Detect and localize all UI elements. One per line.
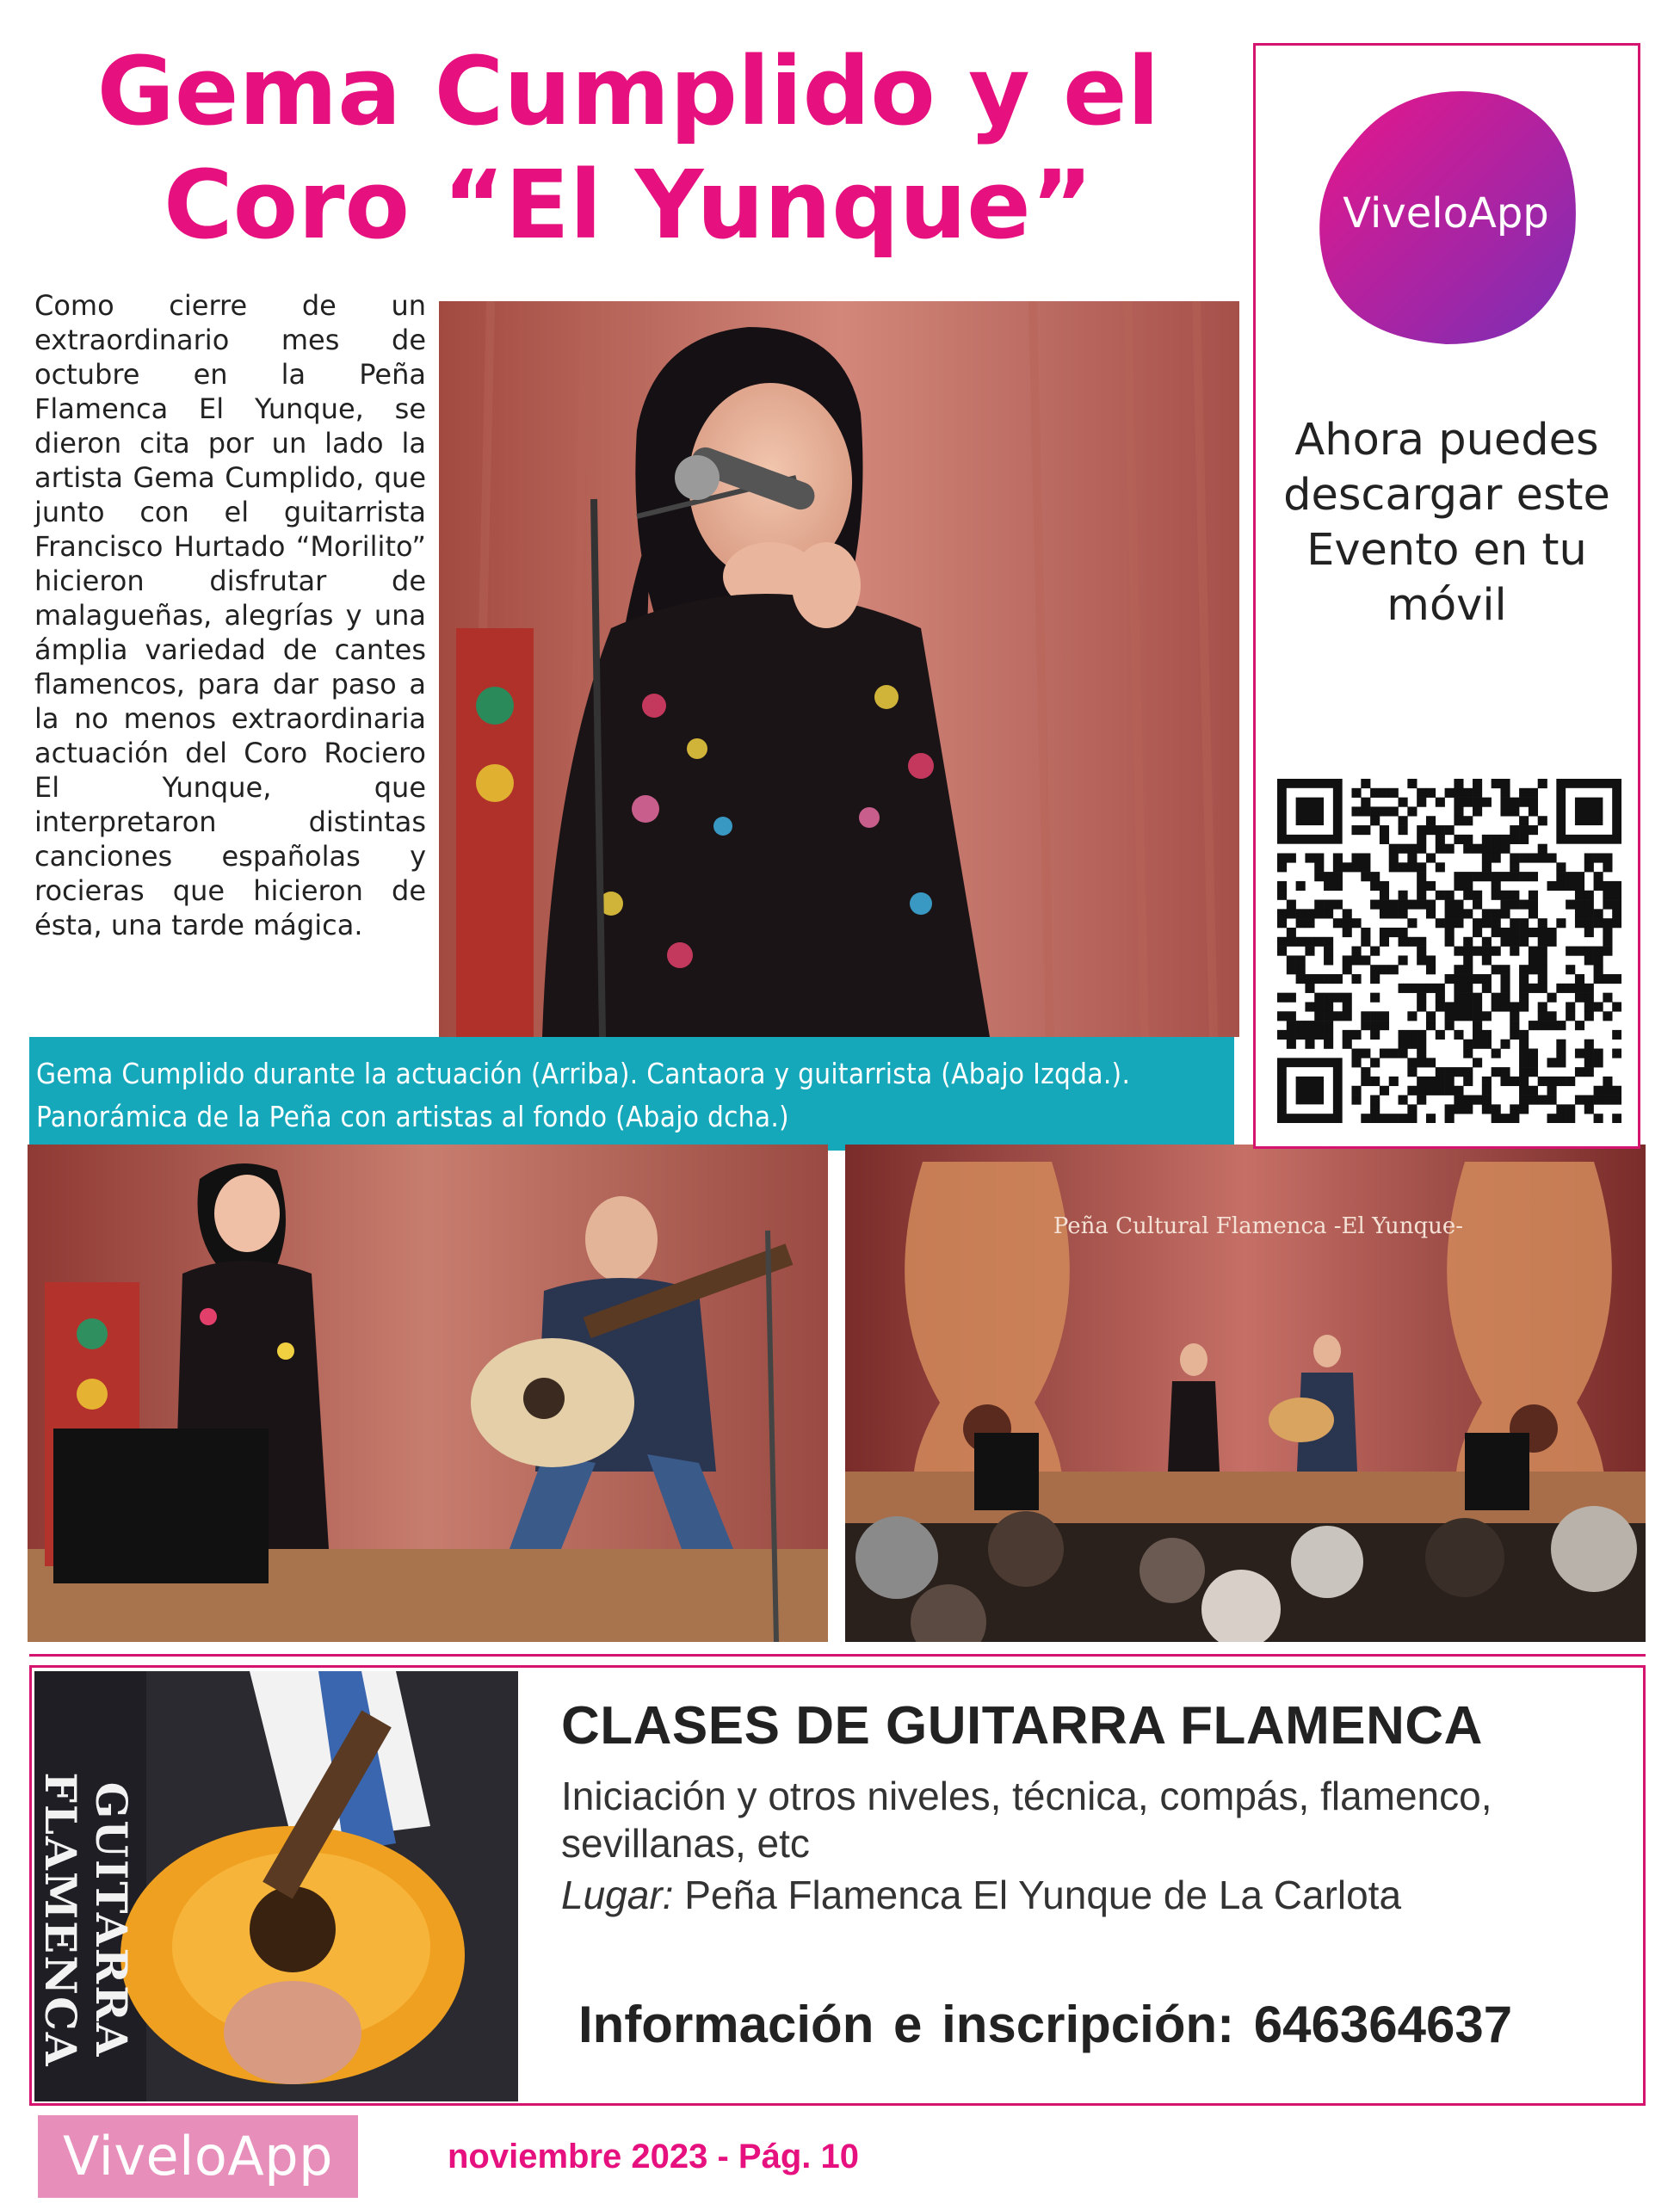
ad-place	[561, 1872, 1401, 1918]
photo-singer	[439, 301, 1239, 1037]
photo-singer-guitarist	[28, 1145, 828, 1642]
article-body: Como cierre de un extraordinario mes de octubre en la Peña Flamenca El Yunque, se dieron cita por un lado la artista Gema Cumplido, que junto con el guitarrista Francisco Hurtado “Morilito” hicieron disfrutar de malagueñas, alegrías y una ámplia variedad de cantes flamencos, para dar paso a la no menos extraordinaria actuación del Coro Rociero El Yunque, que interpretaron distintas canciones españolas y rocieras que hicieron de ésta, una tarde mágica.	[34, 289, 426, 941]
ad-title: CLASES DE GUITARRA FLAMENCA	[561, 1696, 1483, 1756]
footer-logo: ViveloApp	[38, 2115, 358, 2198]
viveloapp-logo[interactable]	[1300, 69, 1592, 361]
ad-contact-phone[interactable]: 646364637	[1253, 1996, 1513, 2053]
article-title: Gema Cumplido y el Coro “El Yunque”	[96, 36, 1160, 260]
guitar-ad-image-text: GUITARRA FLAMENCA	[35, 1772, 137, 2068]
promo-text: Ahora puedes descargar este Evento en tu móvil	[1283, 415, 1610, 631]
stage-banner: Peña Cultural Flamenca -El Yunque-	[1053, 1213, 1464, 1239]
viveloapp-logo-text: ViveloApp	[1343, 189, 1549, 238]
ad-description: Iniciación y otros niveles, técnica, compás, flamenco, sevillanas, etc	[561, 1774, 1492, 1866]
guitar-ad-image	[34, 1671, 518, 2101]
ad-contact-label: Información e inscripción:	[578, 1996, 1235, 2053]
ad-contact	[578, 1995, 1512, 2054]
ad-place-value: Peña Flamenca El Yunque de La Carlota	[684, 1873, 1402, 1917]
qr-code[interactable]	[1277, 779, 1621, 1123]
section-divider	[29, 1654, 1646, 1657]
ad-place-label: Lugar:	[561, 1873, 674, 1917]
photo-caption: Gema Cumplido durante la actuación (Arriba). Cantaora y guitarrista (Abajo Izqda.). Panorámica de la Peña con artistas al fondo (Abajo dcha.)	[29, 1037, 1234, 1151]
photo-panoramic	[845, 1145, 1646, 1642]
footer-page-info: noviembre 2023 - Pág. 10	[448, 2138, 860, 2175]
